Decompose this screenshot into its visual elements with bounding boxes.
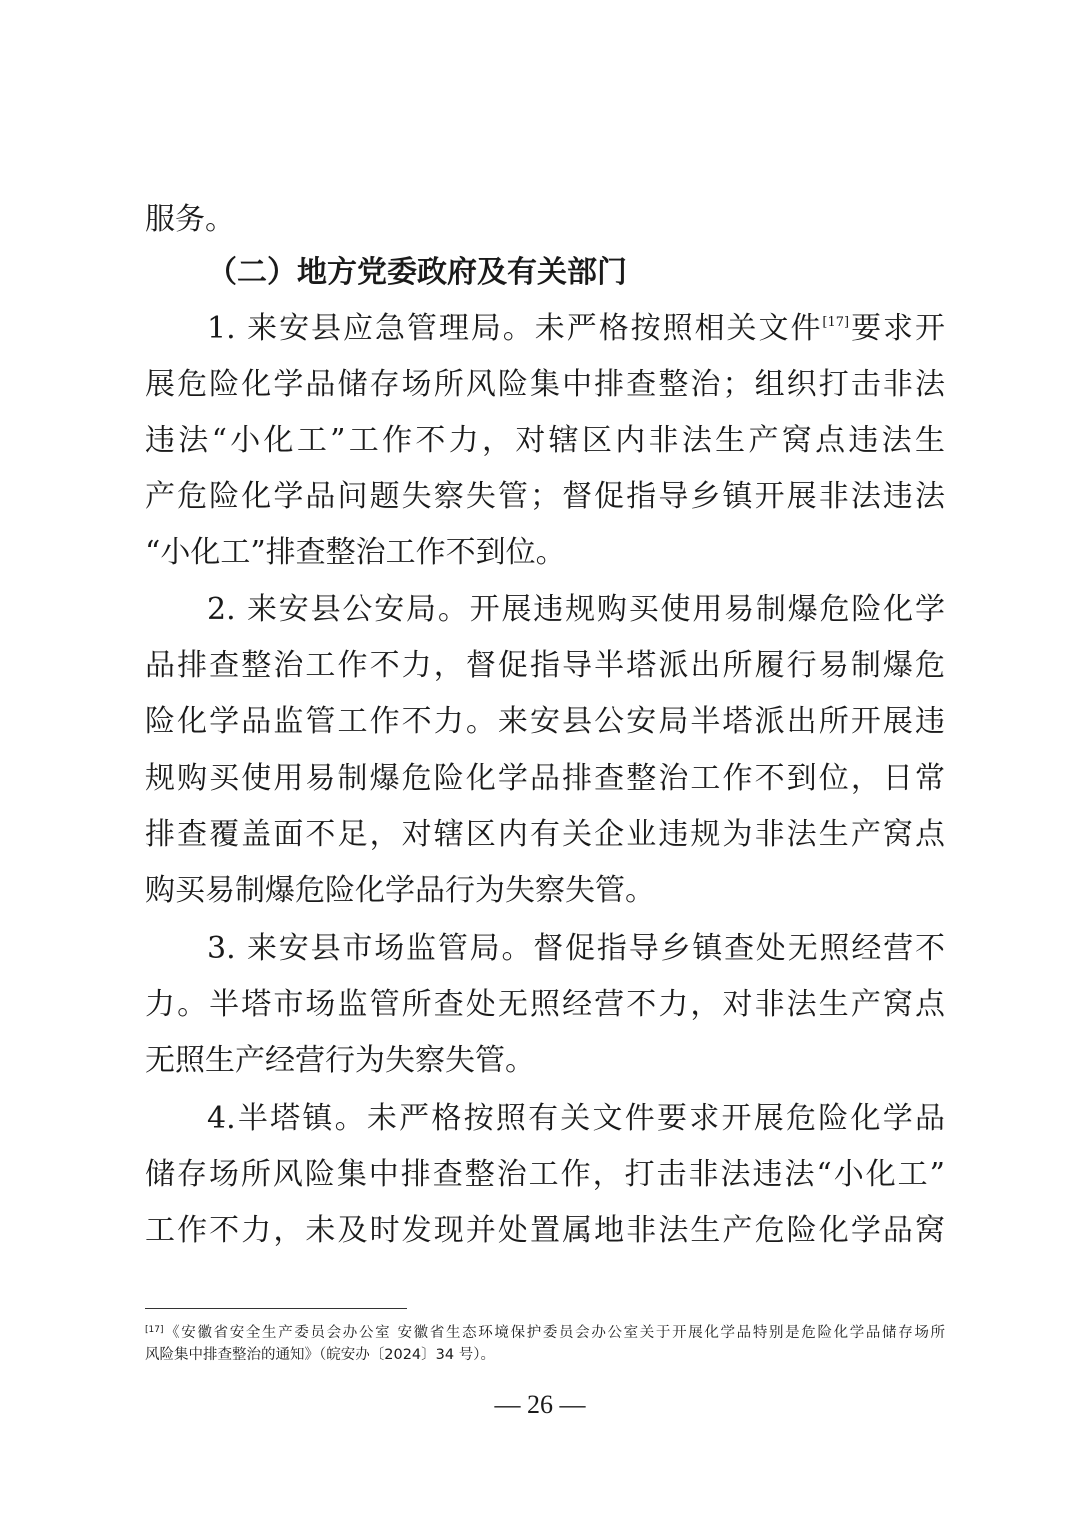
text-line: 2. 来安县公安局。开展违规购买使用易制爆危险化学 xyxy=(207,592,945,627)
text-line: 服务。 xyxy=(145,202,235,237)
text-line: 产危险化学品问题失察失管；督促指导乡镇开展非法违法 xyxy=(145,479,945,514)
text-line: 规购买使用易制爆危险化学品排查整治工作不到位，日常 xyxy=(145,761,945,796)
text-line: 3. 来安县市场监管局。督促指导乡镇查处无照经营不 xyxy=(207,931,945,966)
text-line: “小化工”排查整治工作不到位。 xyxy=(145,535,566,570)
text-line: 排查覆盖面不足，对辖区内有关企业违规为非法生产窝点 xyxy=(145,817,945,852)
text-line: 购买易制爆危险化学品行为失察失管。 xyxy=(145,873,655,908)
section-heading: （二）地方党委政府及有关部门 xyxy=(207,255,627,290)
footnote-continuation: 风险集中排查整治的通知》（皖安办〔2024〕34 号）。 xyxy=(145,1347,495,1363)
text-line: 无照生产经营行为失察失管。 xyxy=(145,1043,535,1078)
footnote-separator xyxy=(145,1308,407,1309)
text-line: 违法“小化工”工作不力，对辖区内非法生产窝点违法生 xyxy=(145,423,945,458)
footnote xyxy=(145,1322,945,1344)
text-line: 力。半塔市场监管所查处无照经营不力，对非法生产窝点 xyxy=(145,987,945,1022)
text-line: 4.半塔镇。未严格按照有关文件要求开展危险化学品 xyxy=(207,1101,945,1136)
footnote-marker: [17] xyxy=(145,1325,164,1335)
page-number: — 26 — xyxy=(494,1390,586,1419)
text-line: 险化学品监管工作不力。来安县公安局半塔派出所开展违 xyxy=(145,704,945,739)
text-line: 储存场所风险集中排查整治工作，打击非法违法“小化工” xyxy=(145,1157,945,1192)
text-run: 要求开 xyxy=(849,311,945,346)
text-line: 工作不力，未及时发现并处置属地非法生产危险化学品窝 xyxy=(145,1213,945,1248)
text-run: 1. 来安县应急管理局。未严格按照相关文件 xyxy=(207,311,823,346)
footnote-ref: [17] xyxy=(822,315,850,330)
text-line xyxy=(207,309,945,349)
text-line: 展危险化学品储存场所风险集中排查整治；组织打击非法 xyxy=(145,367,945,402)
footnote-text: 《安徽省安全生产委员会办公室 安徽省生态环境保护委员会办公室关于开展化学品特别是危险化学品储存场所 xyxy=(163,1325,945,1341)
text-line: 品排查整治工作不力，督促指导半塔派出所履行易制爆危 xyxy=(145,648,945,683)
